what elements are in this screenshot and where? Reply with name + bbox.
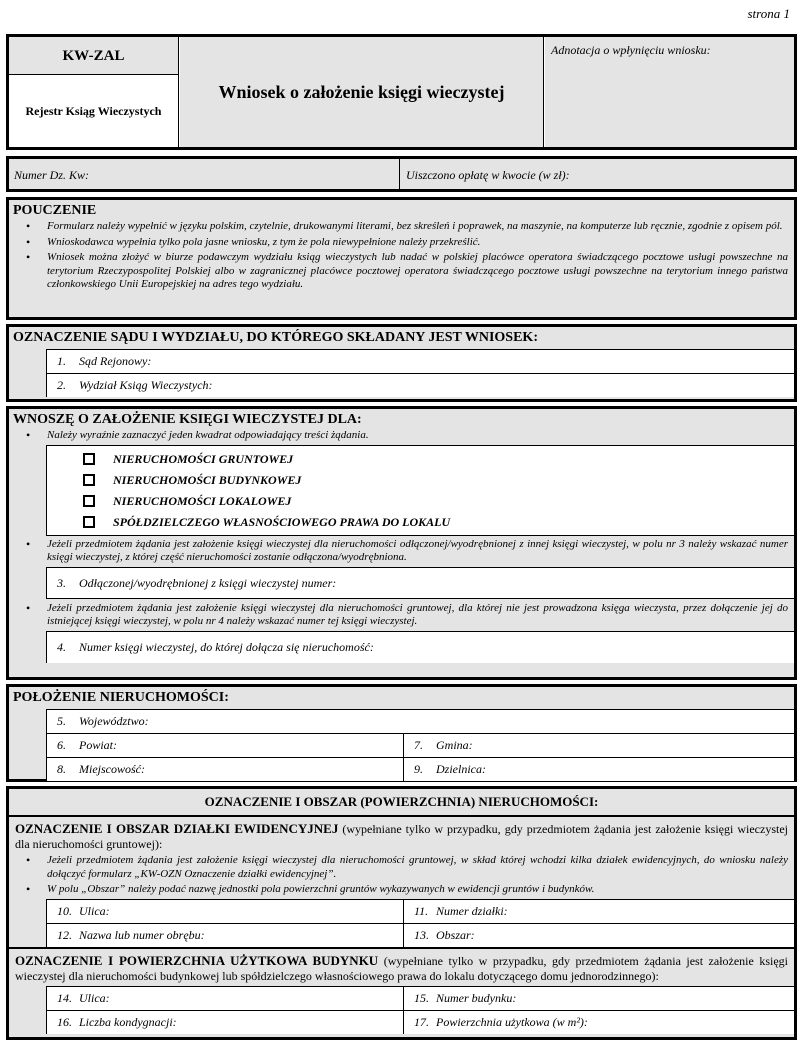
building-subsection-title: OZNACZENIE I POWIERZCHNIA UŻYTKOWA BUDYNKU (wypełniane tylko w przypadku, gdy przedmiotem żądania jest założenie księgi wieczystej dla nieruchomości budynkowej lub spółdzielczego własnościowego prawa do lokalu dotyczącego domu jednorodzinnego): (15, 952, 788, 983)
fee-field: Uiszczono opłatę w kwocie (w zł): (406, 168, 570, 182)
instruction-item: • Jeżeli przedmiotem żądania jest założenie księgi wieczystej dla nieruchomości gruntowej, w skład której wchodzi kilka działek ewidencyjnych, do wniosku należy dołączyć formularz „KW-OZN Oznaczenie działki ewidencyjnej”. (9, 854, 794, 883)
instruction-item: • Jeżeli przedmiotem żądania jest założenie księgi wieczystej dla nieruchomości gruntowej, dla której nie jest prowadzona księga wieczysta, przez dołączenie jej do istniejącej księgi wieczystej, w polu nr 4 należy wskazać numer tej księgi wieczystej. (9, 602, 794, 631)
court-field[interactable]: 1. Sąd Rejonowy: (46, 349, 794, 373)
instruction-item: • Należy wyraźnie zaznaczyć jeden kwadrat odpowiadający treści żądania. (9, 429, 794, 445)
precinct-field[interactable]: 12. Nazwa lub numer obrębu: (46, 924, 403, 947)
instruction-item: • Jeżeli przedmiotem żądania jest założenie księgi wieczystej dla nieruchomości odłączonej/wyodrębnionej z innej księgi wieczystej, w polu nr 3 należy wskazać numer księgi wieczystej, z której część nieruchomości zostanie odłączona/wyodrębniona. (9, 538, 794, 567)
instruction-item: • Wniosek można złożyć w biurze podawczym wydziału ksiąg wieczystych lub nadać w polskiej placówce operatora świadczącego pocztowe usługi powszechne na terytorium Rzeczypospolitej Polskiej albo w zagranicznej placówce pocztowej operatora świadczącego pocztowe usługi powszechne na terytorium innego państwa członkowskiego Unii Europejskiej na adres tego wydziału. (9, 251, 794, 294)
register-name: Rejestr Ksiąg Wieczystych (9, 75, 178, 147)
parcel-number-field[interactable]: 11. Numer działki: (403, 900, 794, 923)
request-options (46, 445, 794, 536)
parcel-street-field[interactable]: 10. Ulica: (46, 900, 403, 923)
instruction-item: • Formularz należy wypełnić w języku polskim, czytelnie, drukowanymi literami, bez skreśleń i poprawek, na maszynie, na komputerze lub ręcznie, zgodnie z opisem pól. (9, 220, 794, 236)
option-land[interactable]: NIERUCHOMOŚCI GRUNTOWEJ (83, 449, 794, 470)
form-code: KW-ZAL (9, 37, 178, 75)
location-section (6, 684, 797, 782)
option-premises[interactable]: NIERUCHOMOŚCI LOKALOWEJ (83, 491, 794, 512)
locality-field[interactable]: 8. Miejscowość: (46, 758, 403, 781)
instructions-section (6, 197, 797, 320)
floors-field[interactable]: 16. Liczba kondygnacji: (46, 1011, 403, 1034)
checkbox-icon[interactable] (83, 495, 95, 507)
form-title: Wniosek o założenie księgi wieczystej (180, 37, 544, 147)
option-cooperative[interactable]: SPÓŁDZIELCZEGO WŁASNOŚCIOWEGO PRAWA DO LOKALU (83, 512, 794, 533)
attach-kw-field[interactable]: 4. Numer księgi wieczystej, do której dołącza się nieruchomość: (46, 631, 794, 663)
checkbox-icon[interactable] (83, 453, 95, 465)
quarter-field[interactable]: 9. Dzielnica: (403, 758, 794, 781)
checkbox-icon[interactable] (83, 474, 95, 486)
parcel-area-field[interactable]: 13. Obszar: (403, 924, 794, 947)
area-section (6, 786, 797, 1040)
checkbox-icon[interactable] (83, 516, 95, 528)
section-title: POŁOŻENIE NIERUCHOMOŚCI: (13, 690, 229, 705)
section-title: WNOSZĘ O ZAŁOŻENIE KSIĘGI WIECZYSTEJ DLA: (13, 412, 362, 427)
section-title: OZNACZENIE SĄDU I WYDZIAŁU, DO KTÓREGO SKŁADANY JEST WNIOSEK: (13, 330, 538, 345)
registry-numbers (6, 156, 797, 192)
option-building[interactable]: NIERUCHOMOŚCI BUDYNKOWEJ (83, 470, 794, 491)
section-title: OZNACZENIE I OBSZAR (POWIERZCHNIA) NIERUCHOMOŚCI: (9, 789, 794, 817)
instruction-item: • Wnioskodawca wypełnia tylko pola jasne wniosku, z tym że pola niewypełnione należy przekreślić. (9, 236, 794, 252)
request-section (6, 406, 797, 680)
detached-kw-field[interactable]: 3. Odłączonej/wyodrębnionej z księgi wieczystej numer: (46, 567, 794, 599)
page-number: strona 1 (747, 6, 790, 21)
parcel-subsection-title: OZNACZENIE I OBSZAR DZIAŁKI EWIDENCYJNEJ (wypełniane tylko w przypadku, gdy przedmiotem żądania jest założenie księgi wieczystej dla nieruchomości gruntowej): (15, 821, 788, 851)
commune-field[interactable]: 7. Gmina: (403, 734, 794, 757)
building-number-field[interactable]: 15. Numer budynku: (403, 987, 794, 1010)
usable-area-field[interactable]: 17. Powierzchnia użytkowa (w m²): (403, 1011, 794, 1034)
building-street-field[interactable]: 14. Ulica: (46, 987, 403, 1010)
section-title: POUCZENIE (13, 203, 97, 218)
voivodeship-field[interactable]: 5. Województwo: (46, 709, 794, 733)
district-field[interactable]: 6. Powiat: (46, 734, 403, 757)
instruction-item: • W polu „Obszar” należy podać nazwę jednostki pola powierzchni gruntów wykazywanych w ewidencji gruntów i budynków. (9, 883, 794, 899)
court-section (6, 324, 797, 402)
annotation-field: Adnotacja o wpłynięciu wniosku: (545, 37, 794, 147)
department-field[interactable]: 2. Wydział Ksiąg Wieczystych: (46, 373, 794, 397)
form-header (6, 34, 797, 150)
kw-number-field: Numer Dz. Kw: (9, 159, 400, 189)
